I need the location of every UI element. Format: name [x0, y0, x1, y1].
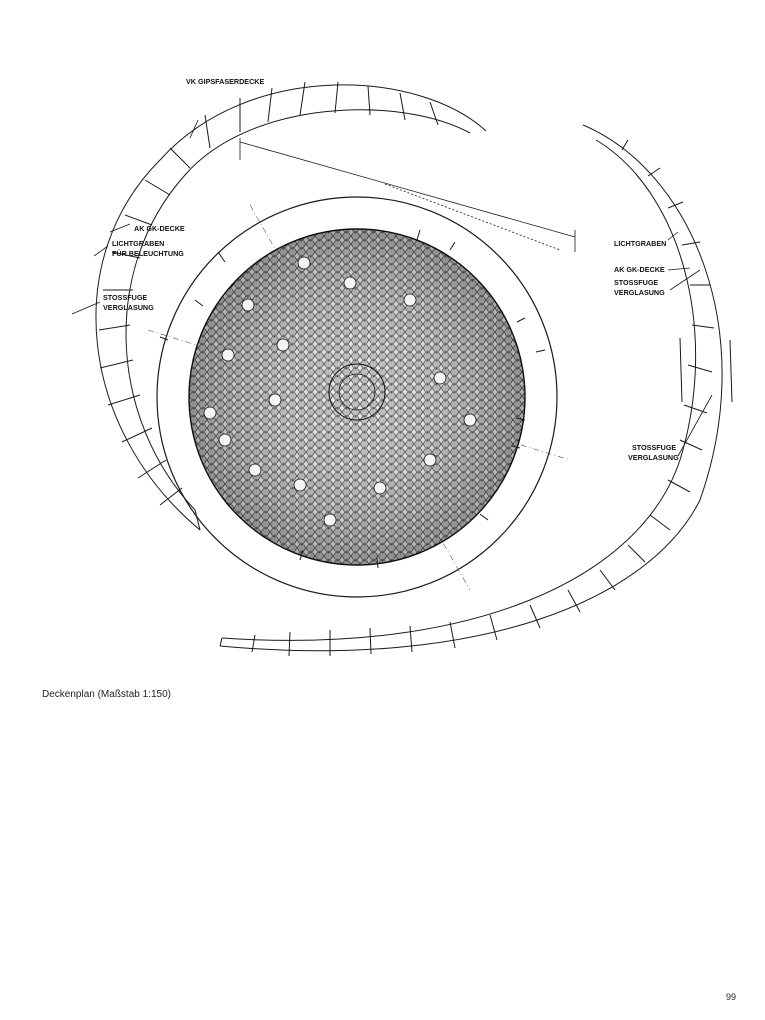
- label-lichtgraben-right: LICHTGRABEN: [614, 239, 667, 248]
- label-vk-gipsfaserdecke: VK GIPSFASERDECKE: [186, 77, 265, 86]
- figure-caption: Deckenplan (Maßstab 1:150): [42, 689, 171, 700]
- label-stossfuge-right-b: STOSSFUGE: [632, 443, 677, 452]
- label-stossfuge-left: STOSSFUGE: [103, 293, 148, 302]
- label-verglasung-right-b: VERGLASUNG: [628, 453, 679, 462]
- label-ak-gk-decke-left: AK GK-DECKE: [134, 224, 185, 233]
- page-number: 99: [726, 992, 737, 1002]
- mosaic-disc: [189, 229, 525, 565]
- label-verglasung-left: VERGLASUNG: [103, 303, 154, 312]
- label-stossfuge-right-a: STOSSFUGE: [614, 278, 659, 287]
- label-lichtgraben-left: LICHTGRABEN: [112, 239, 165, 248]
- dimension-lines: [240, 138, 575, 252]
- label-verglasung-right-a: VERGLASUNG: [614, 288, 665, 297]
- label-fuer-beleuchtung: FÜR BELEUCHTUNG: [112, 249, 184, 258]
- label-ak-gk-decke-right: AK GK-DECKE: [614, 265, 665, 274]
